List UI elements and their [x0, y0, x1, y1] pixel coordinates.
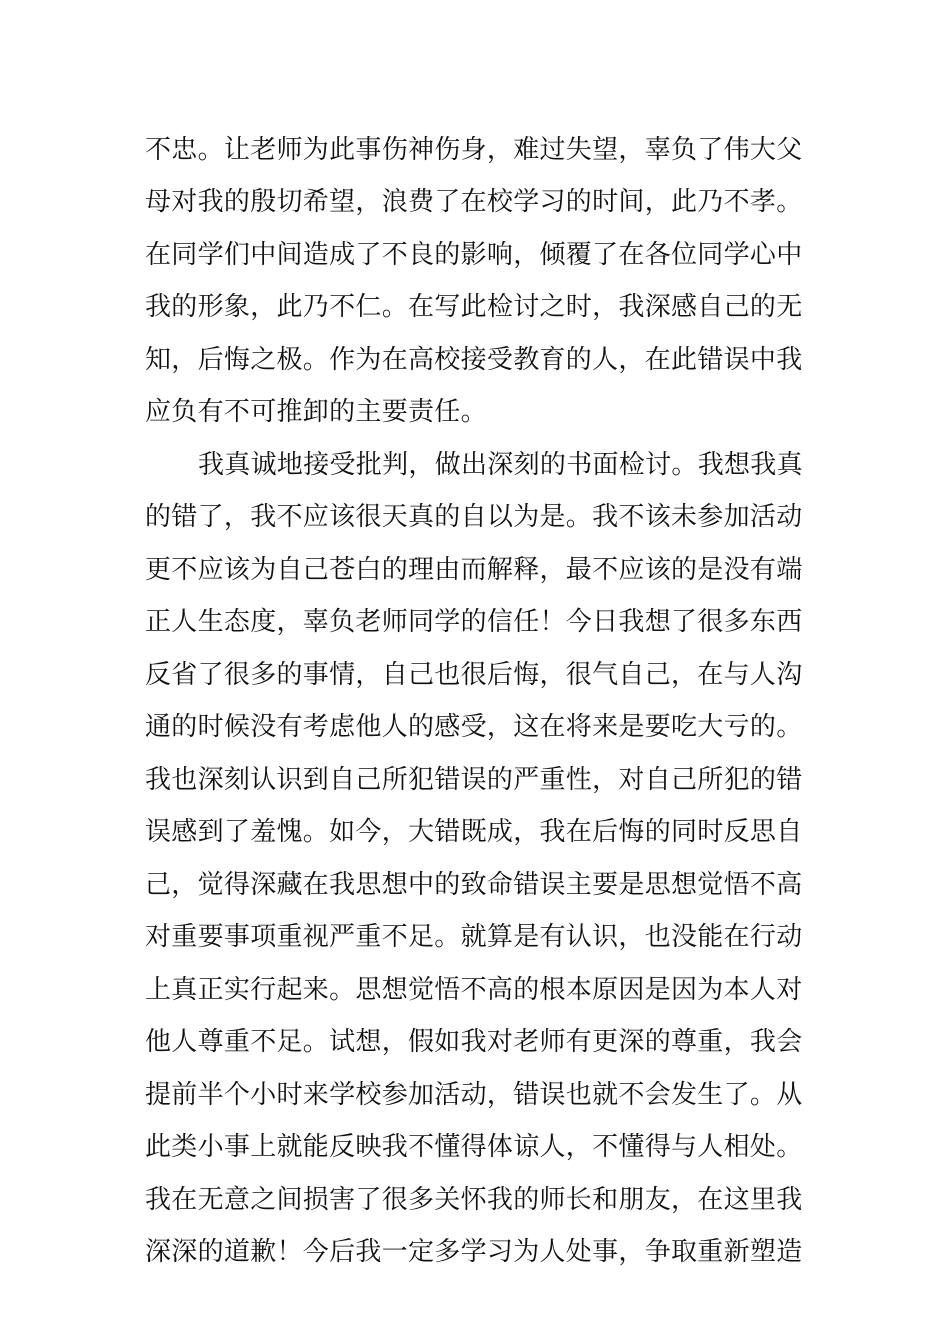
- paragraph-start-line: 我真诚地接受批判，做出深刻的书面检讨。我想我真: [198, 450, 803, 480]
- text-line: 我在无意之间损害了很多关怀我的师长和朋友，在这里我: [145, 1185, 803, 1215]
- text-line: 提前半个小时来学校参加活动，错误也就不会发生了。从: [145, 1080, 803, 1110]
- text-line: 不忠。让老师为此事伤神伤身，难过失望，辜负了伟大父: [145, 135, 803, 165]
- text-line: 母对我的殷切希望，浪费了在校学习的时间，此乃不孝。: [145, 187, 803, 217]
- text-line: 深深的道歉！今后我一定多学习为人处事，争取重新塑造: [145, 1237, 803, 1267]
- text-line: 我也深刻认识到自己所犯错误的严重性，对自己所犯的错: [145, 765, 803, 795]
- text-line: 误感到了羞愧。如今，大错既成，我在后悔的同时反思自: [145, 817, 803, 847]
- text-line: 他人尊重不足。试想，假如我对老师有更深的尊重，我会: [145, 1027, 803, 1057]
- text-line: 此类小事上就能反映我不懂得体谅人，不懂得与人相处。: [145, 1132, 803, 1162]
- text-line: 对重要事项重视严重不足。就算是有认识，也没能在行动: [145, 922, 803, 952]
- text-line: 在同学们中间造成了不良的影响，倾覆了在各位同学心中: [145, 240, 803, 270]
- text-line: 应负有不可推卸的主要责任。: [145, 397, 487, 427]
- text-line: 反省了很多的事情，自己也很后悔，很气自己，在与人沟: [145, 660, 803, 690]
- text-line: 知，后悔之极。作为在高校接受教育的人，在此错误中我: [145, 345, 803, 375]
- text-line: 更不应该为自己苍白的理由而解释，最不应该的是没有端: [145, 555, 803, 585]
- text-line: 通的时候没有考虑他人的感受，这在将来是要吃大亏的。: [145, 712, 803, 742]
- text-line: 我的形象，此乃不仁。在写此检讨之时，我深感自己的无: [145, 292, 803, 322]
- text-line: 己，觉得深藏在我思想中的致命错误主要是思想觉悟不高: [145, 870, 803, 900]
- text-line: 上真正实行起来。思想觉悟不高的根本原因是因为本人对: [145, 975, 803, 1005]
- text-line: 的错了，我不应该很天真的自以为是。我不该未参加活动: [145, 502, 803, 532]
- text-line: 正人生态度，辜负老师同学的信任！今日我想了很多东西: [145, 607, 803, 637]
